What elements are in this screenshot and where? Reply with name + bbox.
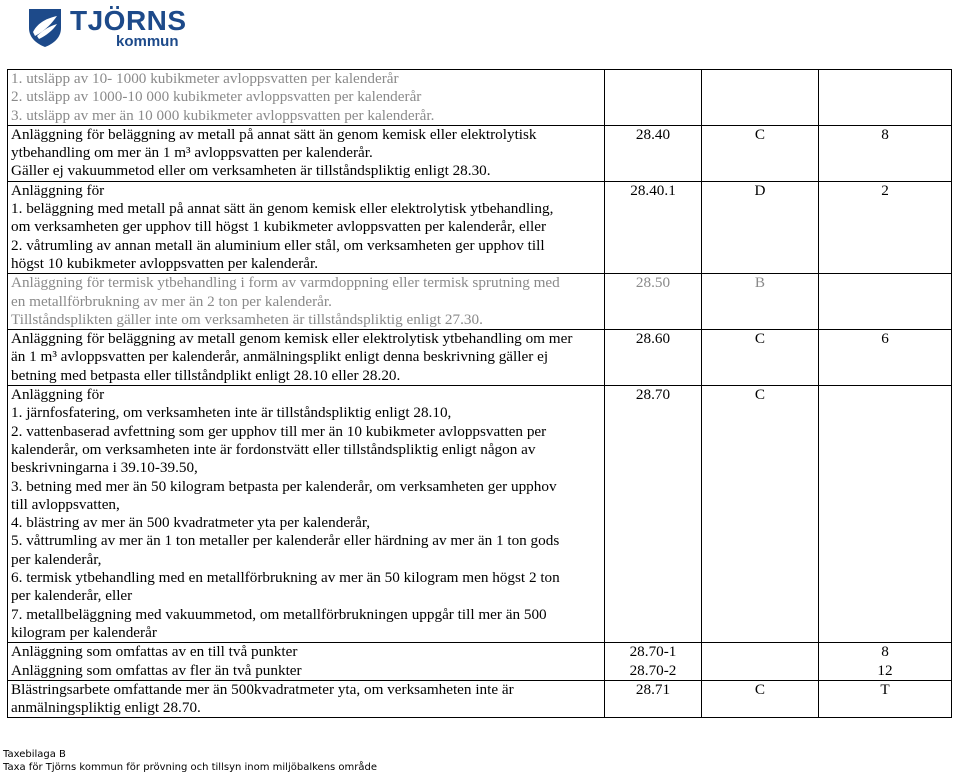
logo-subtitle: kommun <box>116 33 179 50</box>
activity-description <box>8 181 605 273</box>
table-row <box>8 680 952 718</box>
description-line: beskrivningarna i 39.10-39.50, <box>11 459 198 477</box>
table-row <box>8 70 952 126</box>
activity-code: 28.71 <box>605 680 702 718</box>
activity-description <box>8 386 605 643</box>
activity-code: 28.70-1 28.70-2 <box>605 643 702 681</box>
activity-class <box>702 643 819 681</box>
description-line: än 1 m³ avloppsvatten per kalenderår, anmälningsplikt enligt denna beskrivning gäller ej <box>11 348 549 366</box>
shield-logo-icon <box>26 6 64 48</box>
description-line: 5. våttrumling av mer än 1 ton metaller per kalenderår eller härdning av mer än 1 ton gods <box>11 532 560 550</box>
fee-class: 8 12 <box>819 643 952 681</box>
activity-description <box>8 680 605 718</box>
activity-description <box>8 274 605 330</box>
description-line: Anläggning som omfattas av en till två punkter <box>11 643 298 661</box>
activity-class: B <box>702 274 819 330</box>
description-line: Anläggning för termisk ytbehandling i form av varmdoppning eller termisk sprutning med <box>11 274 560 292</box>
fee-class <box>819 274 952 330</box>
description-line: Tillståndsplikten gäller inte om verksamheten är tillståndspliktig enligt 27.30. <box>11 310 483 328</box>
activity-description <box>8 70 605 126</box>
description-line: Anläggning för <box>11 181 105 199</box>
fee-class: 8 <box>819 125 952 181</box>
description-line: per kalenderår, eller <box>11 587 133 605</box>
description-line: 3. betning med mer än 50 kilogram betpasta per kalenderår, om verksamheten ger upphov <box>11 477 557 495</box>
description-line: ytbehandling om mer än 1 m³ avloppsvatten per kalenderår. <box>11 144 373 162</box>
logo-wordmark: TJÖRNS <box>70 5 187 36</box>
page-footer <box>3 748 377 774</box>
description-line: Anläggning för <box>11 386 105 404</box>
description-line: 1. järnfosfatering, om verksamheten inte är tillståndspliktig enligt 28.10, <box>11 404 452 422</box>
activity-code: 28.50 <box>605 274 702 330</box>
description-line: 6. termisk ytbehandling med en metallförbrukning av mer än 50 kilogram men högst 2 ton <box>11 569 560 587</box>
description-line: till avloppsvatten, <box>11 495 120 513</box>
footer-title: Taxebilaga B <box>3 749 66 760</box>
municipality-logo <box>26 5 187 50</box>
description-line: 2. vattenbaserad avfettning som ger upphov till mer än 10 kubikmeter avloppsvatten per <box>11 422 547 440</box>
fee-class <box>819 386 952 643</box>
description-line: Anläggning för beläggning av metall på annat sätt än genom kemisk eller elektrolytisk <box>11 125 537 143</box>
description-line: Anläggning som omfattas av fler än två punkter <box>11 661 302 679</box>
description-line: Gäller ej vakuummetod eller om verksamheten är tillståndspliktig enligt 28.30. <box>11 162 491 180</box>
description-line: kilogram per kalenderår <box>11 623 157 641</box>
activity-class: C <box>702 125 819 181</box>
activity-class: C <box>702 330 819 386</box>
description-line: Anläggning för beläggning av metall genom kemisk eller elektrolytisk ytbehandling om mer <box>11 330 573 348</box>
table-row <box>8 181 952 273</box>
description-line: anmälningspliktig enligt 28.70. <box>11 699 201 717</box>
description-line: 1. utsläpp av 10- 1000 kubikmeter avloppsvatten per kalenderår <box>11 70 399 87</box>
table-row <box>8 643 952 681</box>
activity-class <box>702 70 819 126</box>
activity-code: 28.70 <box>605 386 702 643</box>
description-line: 7. metallbeläggning med vakuummetod, om metallförbrukningen uppgår till mer än 500 <box>11 605 547 623</box>
activity-class: D <box>702 181 819 273</box>
description-line: 2. våtrumling av annan metall än aluminium eller stål, om verksamheten ger upphov till <box>11 236 545 254</box>
table-row <box>8 386 952 643</box>
activity-description <box>8 643 605 681</box>
description-line: betning med betpasta eller tillståndplikt enligt 28.10 eller 28.20. <box>11 366 401 384</box>
activity-class: C <box>702 386 819 643</box>
activity-code: 28.60 <box>605 330 702 386</box>
fee-class: T <box>819 680 952 718</box>
activity-code: 28.40 <box>605 125 702 181</box>
table-row <box>8 274 952 330</box>
description-line: kalenderår, om verksamheten inte är fordonstvätt eller tillståndspliktig enligt någon av <box>11 440 536 458</box>
fee-class: 6 <box>819 330 952 386</box>
fee-class <box>819 70 952 126</box>
description-line: en metallförbrukning av mer än 2 ton per kalenderår. <box>11 292 332 310</box>
description-line: 1. beläggning med metall på annat sätt än genom kemisk eller elektrolytisk ytbehandling, <box>11 200 554 218</box>
description-line: Blästringsarbete omfattande mer än 500kvadratmeter yta, om verksamheten inte är <box>11 680 514 698</box>
description-line: om verksamheten ger upphov till högst 1 kubikmeter avloppsvatten per kalenderår, eller <box>11 218 547 236</box>
table-row <box>8 330 952 386</box>
table-row <box>8 125 952 181</box>
activity-code: 28.40.1 <box>605 181 702 273</box>
footer-subtitle: Taxa för Tjörns kommun för prövning och tillsyn inom miljöbalkens område <box>3 762 378 773</box>
activity-class: C <box>702 680 819 718</box>
fee-table <box>7 69 952 718</box>
activity-description <box>8 330 605 386</box>
fee-class: 2 <box>819 181 952 273</box>
description-line: 2. utsläpp av 1000-10 000 kubikmeter avloppsvatten per kalenderår <box>11 88 422 106</box>
description-line: 3. utsläpp av mer än 10 000 kubikmeter avloppsvatten per kalenderår. <box>11 106 435 124</box>
description-line: per kalenderår, <box>11 550 102 568</box>
activity-code <box>605 70 702 126</box>
description-line: 4. blästring av mer än 500 kvadratmeter yta per kalenderår, <box>11 514 371 532</box>
description-line: högst 10 kubikmeter avloppsvatten per kalenderår. <box>11 254 319 272</box>
activity-description <box>8 125 605 181</box>
